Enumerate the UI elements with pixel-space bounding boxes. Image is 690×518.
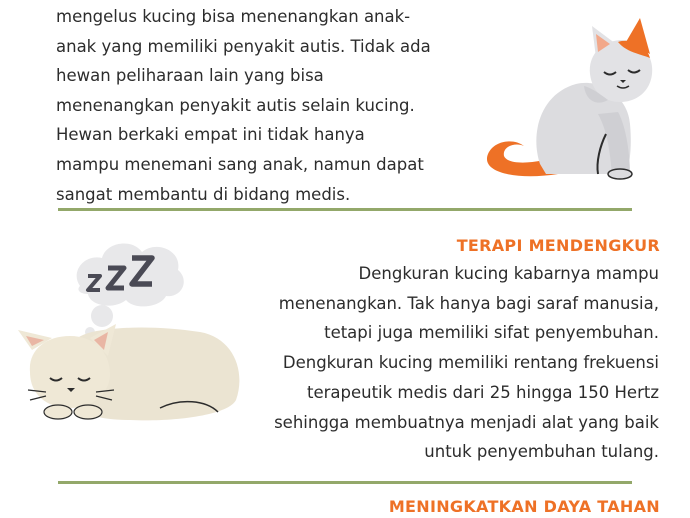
purr-paragraph	[229, 259, 659, 467]
text-line: Dengkuran kucing kabarnya mampu	[358, 264, 659, 283]
text-line: menenangkan penyakit autis selain kucing.	[56, 95, 415, 115]
text-line: menenangkan. Tak hanya bagi saraf manusia,	[278, 293, 659, 313]
sitting-cat-illustration	[480, 14, 670, 184]
text-line: mampu menemani sang anak, namun dapat	[56, 154, 424, 174]
text-line: tetapi juga memiliki sifat penyembuhan.	[324, 323, 659, 343]
text-line: anak yang memiliki penyakit autis. Tidak ada	[56, 36, 431, 56]
text-line: terapeutik medis dari 25 hingga 150 Hertz	[306, 382, 659, 402]
section-heading-immunity: MENINGKATKAN DAYA TAHAN	[388, 497, 660, 516]
text-line: sehingga membuatnya menjadi alat yang baik	[274, 412, 659, 432]
top-paragraph	[56, 2, 476, 209]
text-line: Hewan berkaki empat ini tidak hanya	[56, 125, 365, 145]
divider-top	[58, 208, 632, 211]
text-line: sangat membantu di bidang medis.	[56, 184, 351, 204]
divider-bottom	[58, 481, 632, 484]
text-line: hewan peliharaan lain yang bisa	[56, 66, 324, 86]
sleeping-cat-illustration	[10, 232, 250, 432]
text-line: mengelus kucing bisa menenangkan anak-	[56, 7, 411, 26]
section-heading-purr: TERAPI MENDENGKUR	[456, 236, 660, 255]
text-line: Dengkuran kucing memiliki rentang frekuensi	[282, 353, 659, 373]
text-line: untuk penyembuhan tulang.	[424, 442, 659, 462]
